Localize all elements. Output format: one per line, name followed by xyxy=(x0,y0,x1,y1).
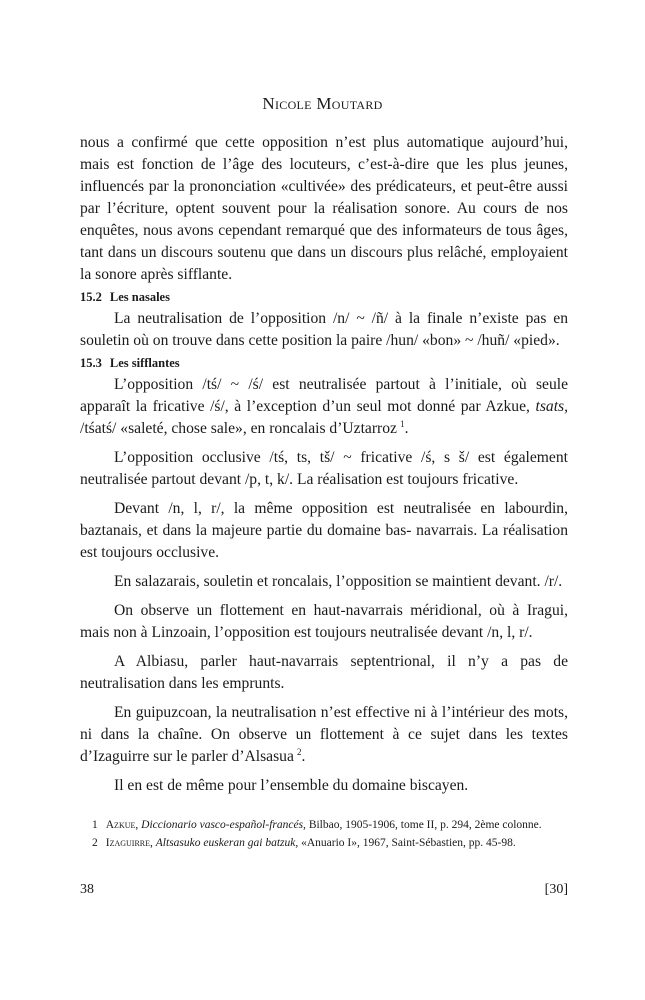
footnote-author: Izaguirre, xyxy=(105,837,153,849)
sifflantes-paragraph-8: Il en est de même pour l’ensemble du domaine biscayen. xyxy=(114,777,469,794)
section-title: Les sifflantes xyxy=(109,356,180,370)
intro-paragraph: nous a confirmé que cette opposition n’est plus automatique aujourd’hui, mais est fonction de l’âge des locuteurs, c’est-à-dire que les plus jeunes, influencés par la prononciation «cultivée» des prédicateurs, et peut-être aussi par l’écriture, optent souvent pour la réalisation sonore. Au cours de nos enquêtes, nous avons cependant remarqué que des informateurs de tous âges, tant dans un discours soutenu que dans un discours plus relâché, employaient la sonore après sifflante. xyxy=(80,134,568,283)
footnote-author: Azkue, xyxy=(105,819,139,831)
footnote-details: Bilbao, 1905-1906, tome II, p. 294, 2ème colonne. xyxy=(308,819,542,831)
sifflantes-paragraph-2: L’opposition occlusive /tś, ts, tš/ ~ fricative /ś, s š/ est également neutralisée partout devant /p, t, k/. La réalisation est toujours fricative. xyxy=(80,449,568,488)
footnote-ref-1[interactable]: 1 xyxy=(400,418,405,429)
section-number: 15.3 xyxy=(80,356,102,370)
sifflantes-paragraph-7: En guipuzcoan, la neutralisation n’est effective ni à l’intérieur des mots, ni dans la chaîne. On observe un flottement à ce sujet dans les textes d’Izaguirre sur le parler d’Alsasua $^2$. xyxy=(80,704,568,765)
footnote-title: Altsasuko euskeran gai batzuk, xyxy=(155,837,299,849)
p1-text: L’opposition /tś/ ~ /ś/ est neutralisée partout à l’initiale, où seule apparaît la fricative /ś/, à l’exception d’un seul mot donné par Azkue, xyxy=(80,376,568,415)
section-number: 15.2 xyxy=(80,290,102,304)
bracket-page-number: [30] xyxy=(544,882,568,897)
footnotes xyxy=(80,817,568,853)
sifflantes-paragraph-6: A Albiasu, parler haut-navarrais septentrional, il n’y a pas de neutralisation dans les emprunts. xyxy=(80,653,568,692)
p7-text: En guipuzcoan, la neutralisation n’est effective ni à l’intérieur des mots, ni dans la chaîne. On observe un flottement à ce sujet dans les textes d’Izaguirre sur le parler d’Alsasua xyxy=(80,704,568,765)
footnote-details: «Anuario I», 1967, Saint-Sébastien, pp. 45-98. xyxy=(301,837,516,849)
footnote-number: 1 xyxy=(92,819,98,831)
section-heading-15-3 xyxy=(80,352,568,374)
sifflantes-paragraph-1: L’opposition /tś/ ~ /ś/ est neutralisée partout à l’initiale, où seule apparaît la fricative /ś/, à l’exception d’un seul mot donné par Azkue, tsats, /tśatś/ «saleté, chose sale», en roncalais d’Uztarroz $^1$. xyxy=(80,376,568,437)
page-number: 38 xyxy=(80,882,94,897)
footnote-ref-2[interactable]: 2 xyxy=(297,746,302,757)
sifflantes-paragraph-3: Devant /n, l, r/, la même opposition est neutralisée en labourdin, baztanais, et dans la majeure partie du domaine bas- navarrais. La réalisation est toujours occlusive. xyxy=(80,500,568,561)
nasales-paragraph: La neutralisation de l’opposition /n/ ~ /ñ/ à la finale n’existe pas en souletin où on trouve dans cette position la paire /hun/ «bon» ~ /huñ/ «pied». xyxy=(80,310,568,349)
p1-text-end: /tśatś/ «saleté, chose sale», en roncalais d’Uztarroz xyxy=(80,420,397,437)
footnote-2 xyxy=(80,835,568,851)
running-header: Nicole Moutard xyxy=(262,94,383,113)
sifflantes-paragraph-4: En salazarais, souletin et roncalais, l’opposition se maintient devant. /r/. xyxy=(114,573,563,590)
p1-italic-word: tsats, xyxy=(535,398,568,415)
sifflantes-paragraph-5: On observe un flottement en haut-navarrais méridional, où à Iragui, mais non à Linzoain, l’opposition est toujours neutralisée devant /n, l, r/. xyxy=(80,602,568,641)
section-title: Les nasales xyxy=(109,290,170,304)
footnote-1 xyxy=(80,817,568,833)
section-heading-15-2 xyxy=(80,286,568,308)
footnote-title: Diccionario vasco-español-francés, xyxy=(141,819,306,831)
main-text xyxy=(80,132,568,797)
footnote-number: 2 xyxy=(92,837,98,849)
